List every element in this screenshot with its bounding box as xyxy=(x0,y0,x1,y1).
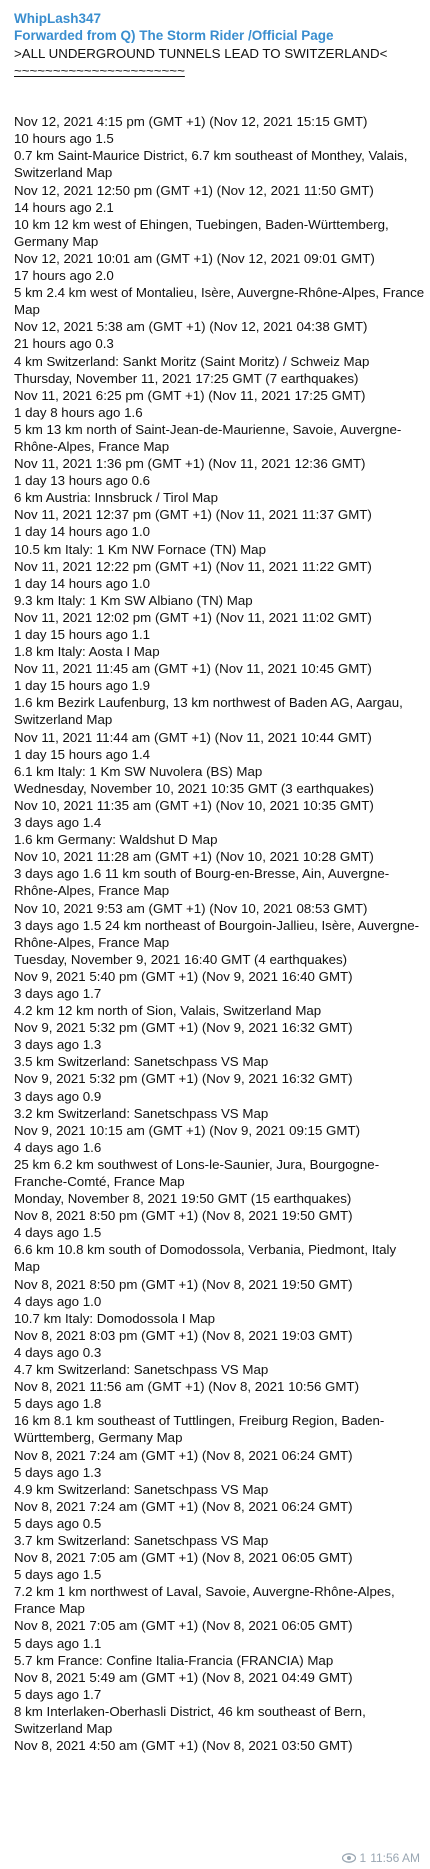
list-line: Rhône-Alpes, France Map xyxy=(14,934,170,950)
list-line: 10.7 km Italy: Domodossola I Map xyxy=(14,1310,216,1326)
list-line: Nov 12, 2021 4:15 pm (GMT +1) (Nov 12, 2021 15:15 GMT) xyxy=(14,114,368,130)
eye-icon xyxy=(342,1853,356,1863)
list-line: 6 km Austria: Innsbruck / Tirol Map xyxy=(14,490,218,506)
list-line: Nov 11, 2021 11:44 am (GMT +1) (Nov 11, 2021 10:44 GMT) xyxy=(14,729,372,745)
list-line: 0.7 km Saint-Maurice District, 6.7 km southeast of Monthey, Valais, xyxy=(14,148,408,164)
list-line: 3 days ago 1.4 xyxy=(14,815,102,831)
list-line: 7.2 km 1 km northwest of Laval, Savoie, Auvergne-Rhône-Alpes, xyxy=(14,1584,395,1600)
list-line: 1 day 15 hours ago 1.9 xyxy=(14,678,151,694)
list-line: 4 days ago 1.0 xyxy=(14,1293,102,1309)
list-line: Nov 9, 2021 5:32 pm (GMT +1) (Nov 9, 2021 16:32 GMT) xyxy=(14,1071,353,1087)
list-line: Nov 8, 2021 11:56 am (GMT +1) (Nov 8, 2021 10:56 GMT) xyxy=(14,1379,360,1395)
list-line: 10.5 km Italy: 1 Km NW Fornace (TN) Map xyxy=(14,541,266,557)
list-line: 1 day 15 hours ago 1.4 xyxy=(14,746,151,762)
list-line: 3 days ago 1.5 24 km northeast of Bourgoin-Jallieu, Isère, Auvergne- xyxy=(14,917,420,933)
list-line: 4 days ago 1.6 xyxy=(14,1139,102,1155)
list-line: 1 day 14 hours ago 1.0 xyxy=(14,524,151,540)
list-line: Nov 9, 2021 5:40 pm (GMT +1) (Nov 9, 2021 16:40 GMT) xyxy=(14,968,353,984)
list-line: 1 day 15 hours ago 1.1 xyxy=(14,627,151,642)
list-line: 1 day 8 hours ago 1.6 xyxy=(14,404,143,420)
list-line: 3.7 km Switzerland: Sanetschpass VS Map xyxy=(14,1532,269,1548)
list-line: 1 day 13 hours ago 0.6 xyxy=(14,473,151,489)
list-line: Nov 10, 2021 11:35 am (GMT +1) (Nov 10, 2021 10:35 GMT) xyxy=(14,797,374,813)
earthquake-list xyxy=(14,113,425,1754)
list-line: Wednesday, November 10, 2021 10:35 GMT (3 earthquakes) xyxy=(14,780,374,796)
list-line: 21 hours ago 0.3 xyxy=(14,336,114,352)
list-line: Rhône-Alpes, France Map xyxy=(14,883,170,899)
list-line: 4 days ago 1.5 xyxy=(14,1225,102,1241)
list-line: Nov 12, 2021 12:50 pm (GMT +1) (Nov 12, 2021 11:50 GMT) xyxy=(14,182,374,198)
list-line: 1.6 km Bezirk Laufenburg, 13 km northwest of Baden AG, Aargau, xyxy=(14,695,403,711)
list-line: 3 days ago 1.7 xyxy=(14,985,102,1001)
forwarded-from[interactable]: Forwarded from Q) The Storm Rider /Official Page xyxy=(14,28,334,43)
list-line: Switzerland Map xyxy=(14,1721,113,1736)
list-line: Franche-Comté, France Map xyxy=(14,1174,185,1189)
list-line: 3.5 km Switzerland: Sanetschpass VS Map xyxy=(14,1054,269,1070)
message-text xyxy=(14,45,425,1754)
list-line: Nov 8, 2021 8:03 pm (GMT +1) (Nov 8, 2021 19:03 GMT) xyxy=(14,1327,353,1343)
list-line: Württemberg, Germany Map xyxy=(14,1430,183,1446)
list-line: Nov 8, 2021 7:05 am (GMT +1) (Nov 8, 2021 06:05 GMT) xyxy=(14,1618,353,1634)
list-line: Nov 11, 2021 12:02 pm (GMT +1) (Nov 11, 2021 11:02 GMT) xyxy=(14,609,372,625)
list-line: Nov 8, 2021 8:50 pm (GMT +1) (Nov 8, 2021 19:50 GMT) xyxy=(14,1276,353,1292)
list-line: Nov 12, 2021 10:01 am (GMT +1) (Nov 12, 2021 09:01 GMT) xyxy=(14,250,375,266)
list-line: Germany Map xyxy=(14,233,99,249)
list-line: 4.9 km Switzerland: Sanetschpass VS Map xyxy=(14,1481,269,1497)
list-line: Nov 10, 2021 11:28 am (GMT +1) (Nov 10, 2021 10:28 GMT) xyxy=(14,849,374,865)
message-time: 11:56 AM xyxy=(370,1851,420,1865)
list-line: Nov 12, 2021 5:38 am (GMT +1) (Nov 12, 2021 04:38 GMT) xyxy=(14,319,368,335)
list-line: 10 km 12 km west of Ehingen, Tuebingen, Baden-Württemberg, xyxy=(14,216,389,232)
list-line: Nov 11, 2021 12:37 pm (GMT +1) (Nov 11, 2021 11:37 GMT) xyxy=(14,507,372,523)
list-line: 5.7 km France: Confine Italia-Francia (FRANCIA) Map xyxy=(14,1652,334,1668)
list-line: 8 km Interlaken-Oberhasli District, 46 km southeast of Bern, xyxy=(14,1703,366,1719)
list-line: 4.7 km Switzerland: Sanetschpass VS Map xyxy=(14,1362,269,1378)
list-line: 5 days ago 0.5 xyxy=(14,1515,102,1531)
list-line: Map xyxy=(14,1259,40,1275)
list-line: 16 km 8.1 km southeast of Tuttlingen, Freiburg Region, Baden- xyxy=(14,1413,385,1429)
header-line: >ALL UNDERGROUND TUNNELS LEAD TO SWITZERLAND< xyxy=(14,46,388,61)
list-line: 3.2 km Switzerland: Sanetschpass VS Map xyxy=(14,1105,269,1121)
list-line: Nov 8, 2021 5:49 am (GMT +1) (Nov 8, 2021 04:49 GMT) xyxy=(14,1669,353,1685)
sender-name[interactable]: WhipLash347 xyxy=(14,11,102,26)
list-line: 6.1 km Italy: 1 Km SW Nuvolera (BS) Map xyxy=(14,763,263,779)
list-line: Nov 11, 2021 1:36 pm (GMT +1) (Nov 11, 2021 12:36 GMT) xyxy=(14,456,366,472)
list-line: France Map xyxy=(14,1601,85,1617)
list-line: 3 days ago 0.9 xyxy=(14,1088,102,1104)
list-line: 5 days ago 1.1 xyxy=(14,1635,102,1651)
list-line: 4 days ago 0.3 xyxy=(14,1344,102,1360)
list-line: 4.2 km 12 km north of Sion, Valais, Switzerland Map xyxy=(14,1003,322,1019)
list-line: Nov 9, 2021 10:15 am (GMT +1) (Nov 9, 2021 09:15 GMT) xyxy=(14,1122,361,1138)
list-line: Nov 10, 2021 9:53 am (GMT +1) (Nov 10, 2021 08:53 GMT) xyxy=(14,900,368,916)
list-line: Monday, November 8, 2021 19:50 GMT (15 earthquakes) xyxy=(14,1191,352,1207)
spacer xyxy=(14,79,416,113)
list-line: Tuesday, November 9, 2021 16:40 GMT (4 earthquakes) xyxy=(14,951,348,967)
list-line: Nov 8, 2021 8:50 pm (GMT +1) (Nov 8, 2021 19:50 GMT) xyxy=(14,1208,353,1224)
list-line: Rhône-Alpes, France Map xyxy=(14,438,170,454)
list-line: 5 days ago 1.3 xyxy=(14,1464,102,1480)
list-line: Map xyxy=(14,302,40,318)
list-line: Nov 8, 2021 7:24 am (GMT +1) (Nov 8, 2021 06:24 GMT) xyxy=(14,1447,353,1463)
message-footer xyxy=(342,1851,421,1865)
list-line: 3 days ago 1.6 11 km south of Bourg-en-Bresse, Ain, Auvergne- xyxy=(14,866,390,882)
separator-line: ~~~~~~~~~~~~~~~~~~~~~~ xyxy=(14,63,185,79)
list-line: 5 km 2.4 km west of Montalieu, Isère, Auvergne-Rhône-Alpes, France xyxy=(14,285,425,301)
list-line: 1 day 14 hours ago 1.0 xyxy=(14,575,151,591)
list-line: 1.8 km Italy: Aosta I Map xyxy=(14,644,160,660)
list-line: 3 days ago 1.3 xyxy=(14,1037,102,1053)
list-line: Thursday, November 11, 2021 17:25 GMT (7 earthquakes) xyxy=(14,370,359,386)
list-line: Nov 8, 2021 4:50 am (GMT +1) (Nov 8, 2021 03:50 GMT) xyxy=(14,1738,353,1754)
list-line: 5 days ago 1.7 xyxy=(14,1686,102,1702)
list-line: Nov 8, 2021 7:24 am (GMT +1) (Nov 8, 2021 06:24 GMT) xyxy=(14,1498,353,1514)
list-line: 25 km 6.2 km southwest of Lons-le-Saunier, Jura, Bourgogne- xyxy=(14,1156,380,1172)
list-line: Nov 11, 2021 12:22 pm (GMT +1) (Nov 11, 2021 11:22 GMT) xyxy=(14,558,372,574)
list-line: 9.3 km Italy: 1 Km SW Albiano (TN) Map xyxy=(14,592,253,608)
list-line: 4 km Switzerland: Sankt Moritz (Saint Moritz) / Schweiz Map xyxy=(14,353,370,369)
list-line: 1.6 km Germany: Waldshut D Map xyxy=(14,832,218,848)
list-line: Nov 8, 2021 7:05 am (GMT +1) (Nov 8, 2021 06:05 GMT) xyxy=(14,1550,353,1566)
list-line: 5 days ago 1.5 xyxy=(14,1567,102,1583)
list-line: 6.6 km 10.8 km south of Domodossola, Verbania, Piedmont, Italy xyxy=(14,1242,397,1258)
list-line: Nov 9, 2021 5:32 pm (GMT +1) (Nov 9, 2021 16:32 GMT) xyxy=(14,1020,353,1036)
view-count: 1 xyxy=(359,1851,367,1865)
list-line: 14 hours ago 2.1 xyxy=(14,199,114,215)
list-line: 17 hours ago 2.0 xyxy=(14,268,114,284)
list-line: 10 hours ago 1.5 xyxy=(14,131,114,147)
list-line: Nov 11, 2021 6:25 pm (GMT +1) (Nov 11, 2021 17:25 GMT) xyxy=(14,387,366,403)
list-line: 5 km 13 km north of Saint-Jean-de-Maurienne, Savoie, Auvergne- xyxy=(14,421,402,437)
list-line: 5 days ago 1.8 xyxy=(14,1396,102,1412)
list-line: Switzerland Map xyxy=(14,165,113,181)
list-line: Nov 11, 2021 11:45 am (GMT +1) (Nov 11, 2021 10:45 GMT) xyxy=(14,661,372,677)
list-line: Switzerland Map xyxy=(14,712,113,728)
